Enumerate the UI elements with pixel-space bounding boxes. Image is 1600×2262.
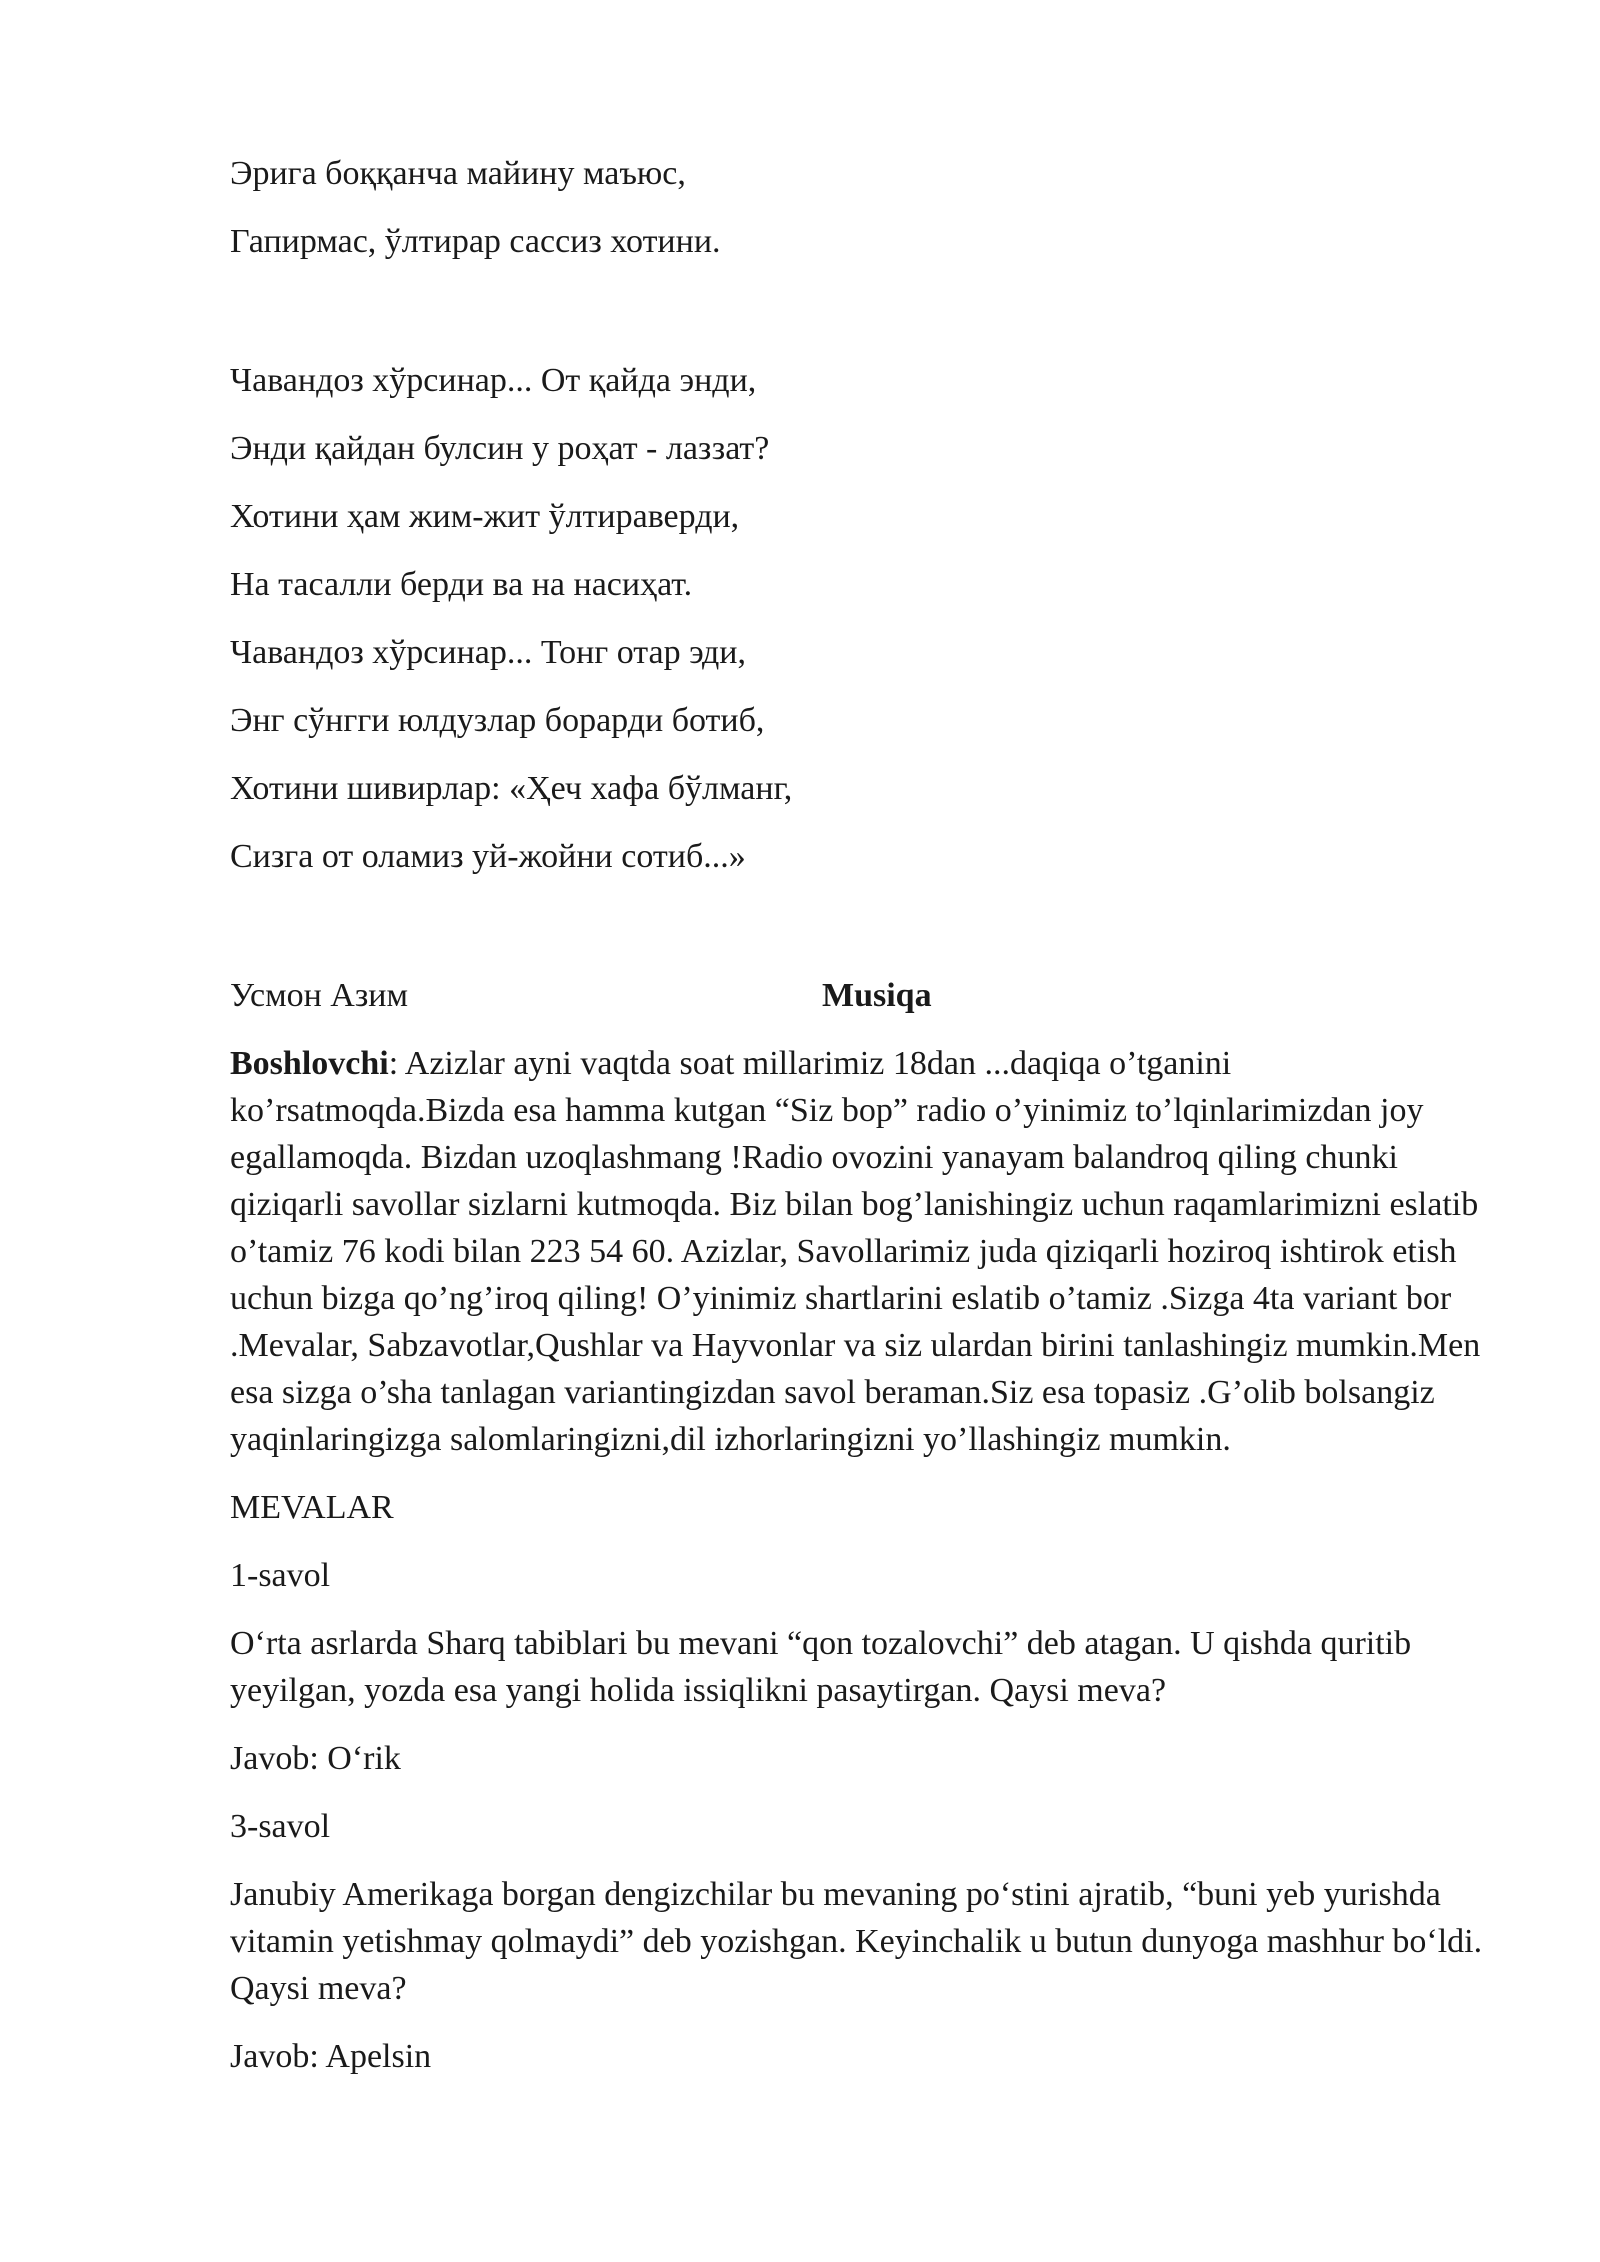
question-answer: Javob: Apelsin [230, 2038, 432, 2075]
host-text: : Azizlar ayni vaqtda soat millarimiz 18dan ...daqiqa o’tganini ko’rsatmoqda.Bizda esa hamma kutgan “Siz bop” radio o’yinimiz to’lqinlarimizdan joy egallamoqda. Bizdan uzoqlashmang !Radio ovozini yanayam balandroq qiling chunki qiziqarli savollar sizlarni kutmoqda. Biz bilan bog’lanishingiz uchun raqamlarimizni eslatib o’tamiz 76 kodi bilan 223 54 60. Azizlar, Savollarimiz juda qiziqarli hoziroq ishtirok etish uchun bizga qo’ng’iroq qiling! O’yinimiz shartlarini eslatib o’tamiz .Sizga 4ta variant bor .Mevalar, Sabzavotlar,Qushlar va Hayvonlar va siz ulardan birini tanlashingiz mumkin.Men esa sizga o’sha tanlagan variantingizdan savol beraman.Siz esa topasiz .G’olib bolsangiz yaqinlaringizga salomlaringizni,dil izhorlaringizni yo’llashingiz mumkin. [230, 1045, 1481, 1458]
poem-author: Усмон Азим [230, 977, 408, 1014]
category-heading: MEVALAR [230, 1489, 394, 1526]
poem-line: Хотини ҳам жим-жит ўлтираверди, [230, 498, 740, 535]
poem-line: Эрига боққанча майину маъюс, [230, 155, 686, 192]
poem-line: Сизга от оламиз уй-жойни сотиб...» [230, 838, 746, 875]
host-paragraph [230, 1040, 1500, 1463]
poem-line: Чавандоз хўрсинар... Тонг отар эди, [230, 634, 746, 671]
author-row [230, 972, 1500, 1019]
poem-line: Хотини шивирлар: «Ҳеч хафа бўлманг, [230, 770, 793, 807]
poem-line: Энди қайдан булсин у роҳат - лаззат? [230, 430, 770, 467]
stanza-spacer [230, 901, 1500, 972]
question-text: O‘rta asrlarda Sharq tabiblari bu mevani “qon tozalovchi” deb atagan. U qishda quritib yeyilgan, yozda esa yangi holida issiqlikni pasaytirgan. Qaysi meva? [230, 1625, 1412, 1709]
poem-line: Гапирмас, ўлтирар сассиз хотини. [230, 223, 721, 260]
question-text: Janubiy Amerikaga borgan dengizchilar bu mevaning po‘stini ajratib, “buni yeb yurishda vitamin yetishmay qolmaydi” deb yozishgan. Keyinchalik u butun dunyoga mashhur bo‘ldi. Qaysi meva? [230, 1876, 1483, 2007]
poem-stanza-2 [230, 357, 1500, 880]
document-body [230, 150, 1500, 2101]
stanza-spacer [230, 286, 1500, 357]
question-number: 3-savol [230, 1808, 331, 1845]
poem-line: Чавандоз хўрсинар... От қайда энди, [230, 362, 757, 399]
poem-line: На тасалли берди ва на насиҳат. [230, 566, 693, 603]
question-number: 1-savol [230, 1557, 331, 1594]
host-label: Boshlovchi [230, 1045, 389, 1082]
section-title: Musiqa [822, 977, 932, 1014]
question-answer: Javob: O‘rik [230, 1740, 401, 1777]
poem-stanza-1 [230, 150, 1500, 265]
poem-line: Энг сўнгги юлдузлар борарди ботиб, [230, 702, 765, 739]
